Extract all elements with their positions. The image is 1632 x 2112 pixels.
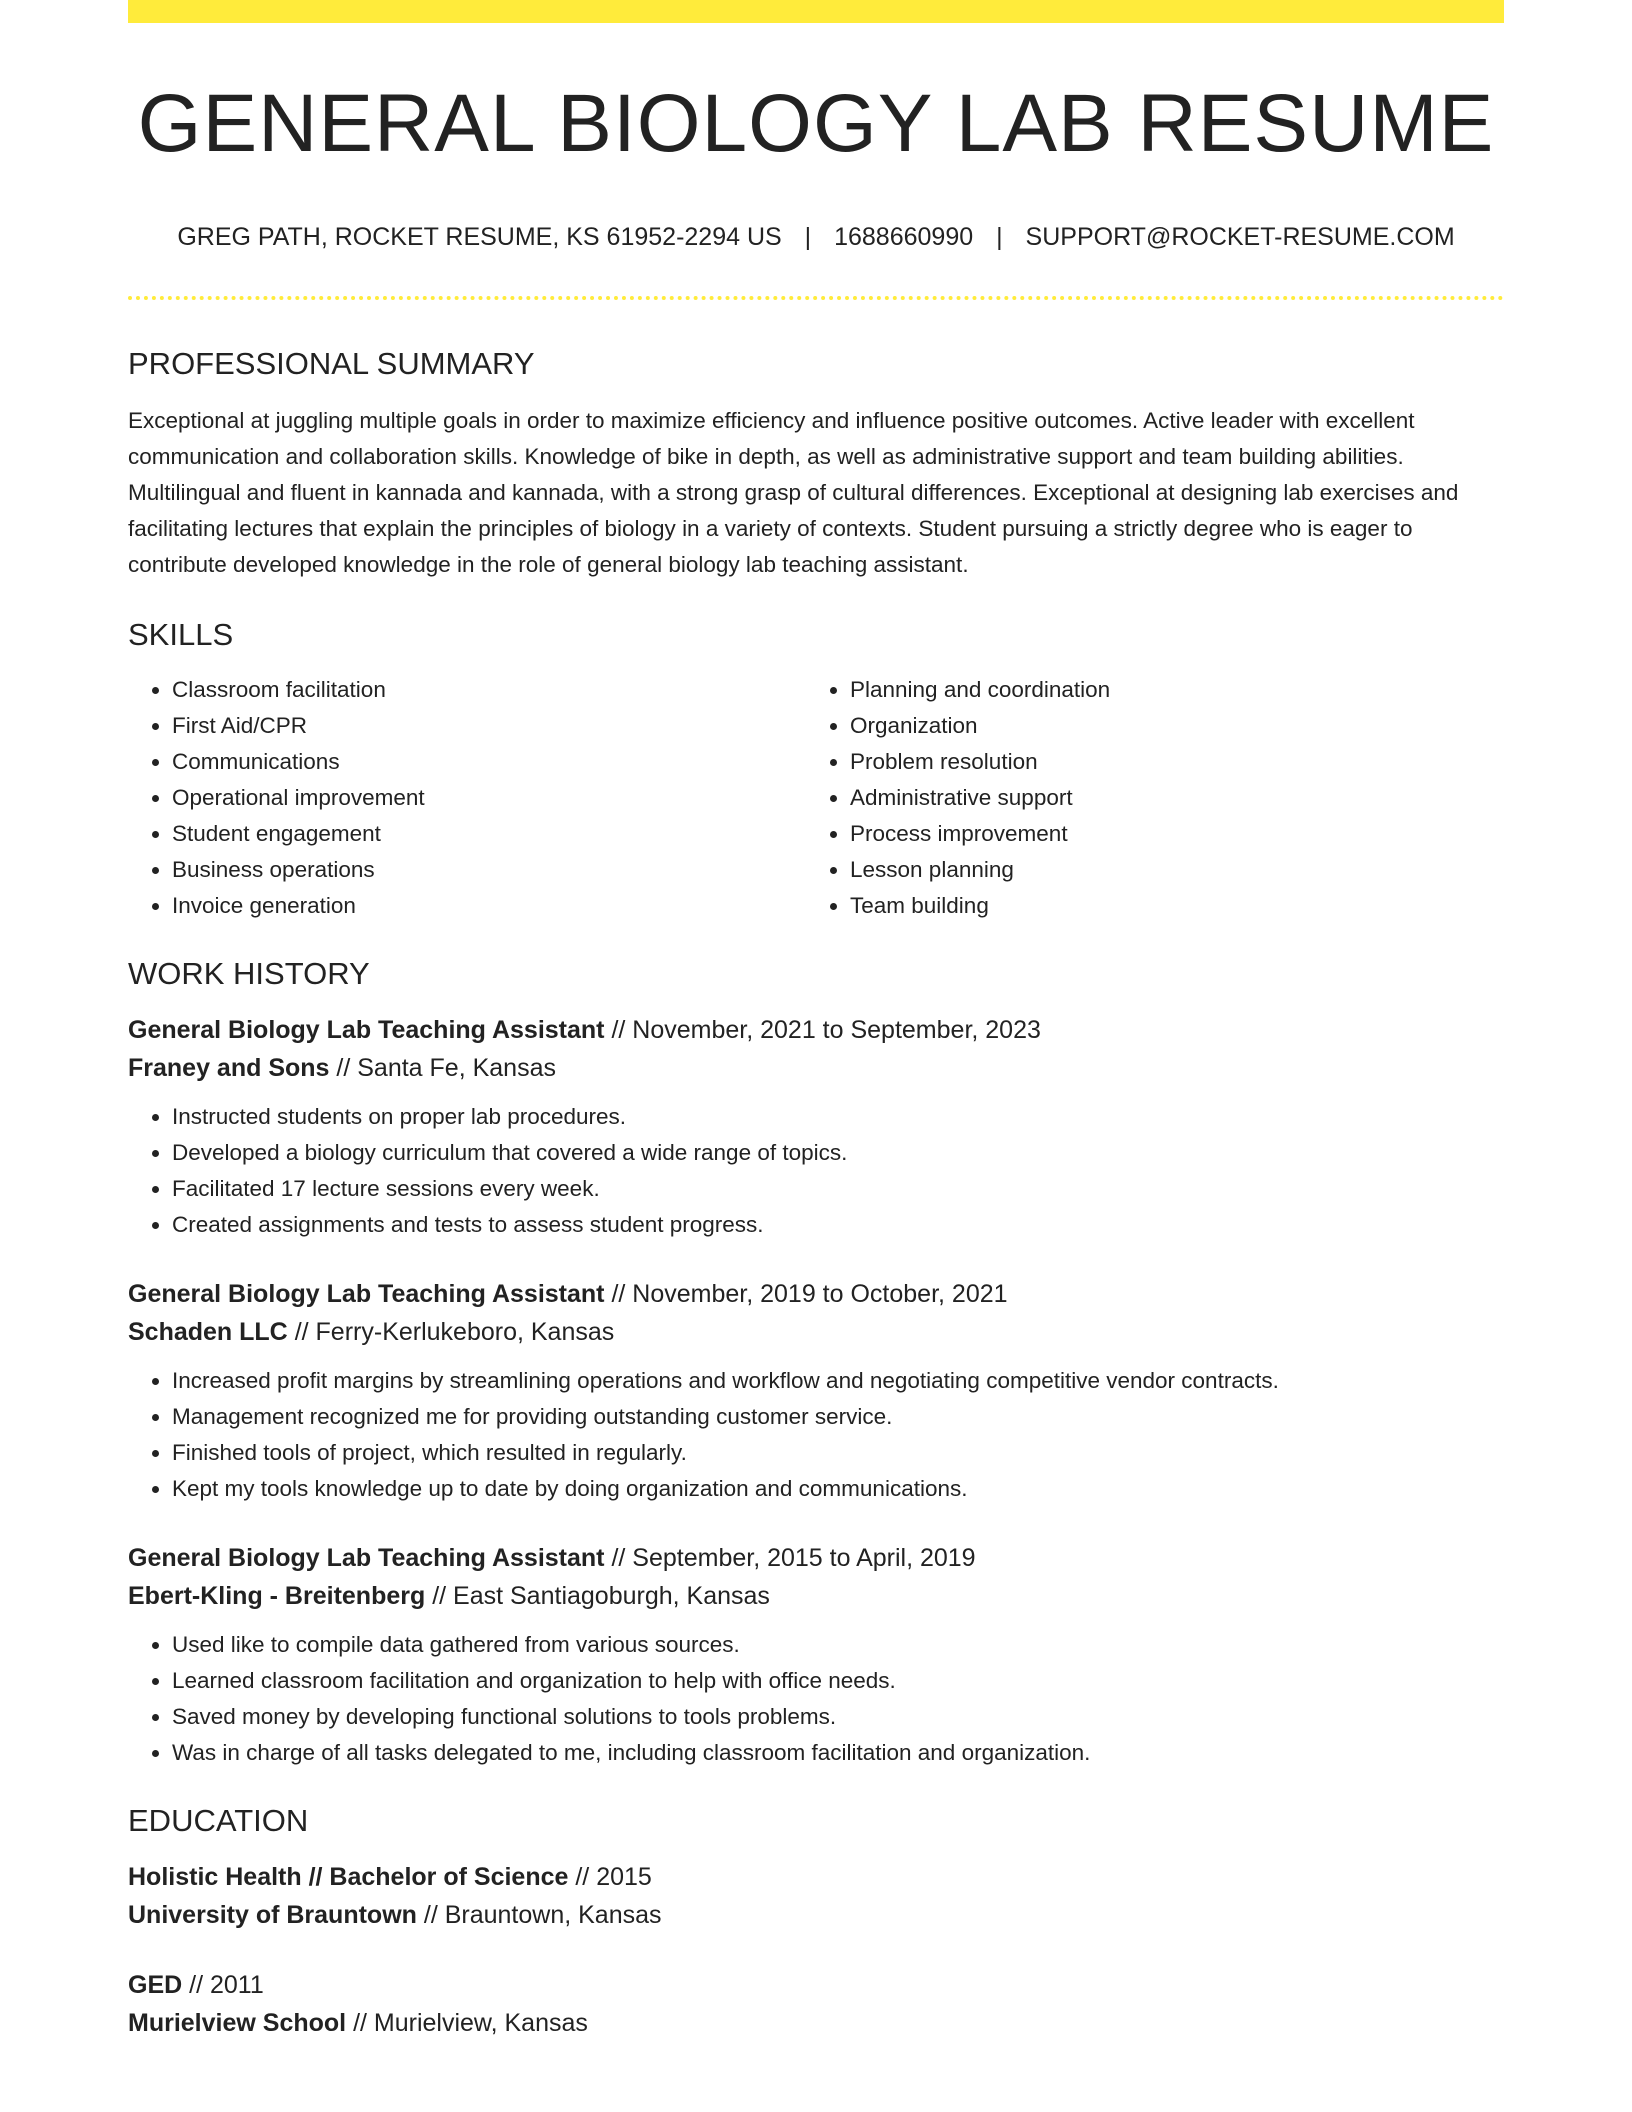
job-entry [128,1275,1504,1507]
contact-email[interactable]: SUPPORT@ROCKET-RESUME.COM [1025,223,1455,251]
education-location: // Brauntown, Kansas [423,1901,662,1929]
job-bullet: • Used like to compile data gathered from various sources. [172,1627,1504,1663]
contact-address: GREG PATH, ROCKET RESUME, KS 61952-2294 US [177,223,782,251]
education-entry [128,1966,1504,2042]
skill-item: • Classroom facilitation [172,672,806,708]
summary-heading: PROFESSIONAL SUMMARY [128,346,535,381]
job-title-line [128,1539,1504,1577]
education-section [128,1805,1504,2042]
job-bullets [128,1099,1504,1243]
job-title: General Biology Lab Teaching Assistant [128,1016,605,1044]
contact-line [128,225,1504,250]
job-dates: // November, 2019 to October, 2021 [611,1280,1008,1308]
skill-item: • Lesson planning [850,852,1484,888]
skill-item: • Planning and coordination [850,672,1484,708]
skill-item: • Student engagement [172,816,806,852]
skills-section [128,619,1504,924]
skills-heading: SKILLS [128,617,234,652]
job-bullet: • Kept my tools knowledge up to date by doing organization and communications. [172,1471,1504,1507]
skill-item: • Problem resolution [850,744,1484,780]
education-degree-line [128,1858,1504,1896]
education-school: University of Brauntown [128,1901,417,1929]
job-bullet: • Increased profit margins by streamlining operations and workflow and negotiating competitive vendor contracts. [172,1363,1504,1399]
education-degree: GED [128,1971,183,1999]
job-title: General Biology Lab Teaching Assistant [128,1544,605,1572]
work-history-heading: WORK HISTORY [128,956,370,991]
contact-separator: | [804,223,812,251]
education-school-line [128,1896,1504,1934]
education-degree-line [128,1966,1504,2004]
job-bullet: • Facilitated 17 lecture sessions every week. [172,1171,1504,1207]
job-company: Franey and Sons [128,1054,330,1082]
job-company: Schaden LLC [128,1318,288,1346]
education-school-line [128,2004,1504,2042]
education-location: // Murielview, Kansas [353,2009,588,2037]
skills-list-right [806,672,1484,924]
job-title-line [128,1275,1504,1313]
education-heading: EDUCATION [128,1803,309,1838]
job-bullets [128,1627,1504,1771]
skill-item: • Communications [172,744,806,780]
skill-item: • Administrative support [850,780,1484,816]
skill-item: • Organization [850,708,1484,744]
skill-item: • Business operations [172,852,806,888]
job-title-line [128,1011,1504,1049]
skills-list-left [128,672,806,924]
job-bullets [128,1363,1504,1507]
job-bullet: • Finished tools of project, which resulted in regularly. [172,1435,1504,1471]
job-title: General Biology Lab Teaching Assistant [128,1280,605,1308]
job-bullet: • Created assignments and tests to assess student progress. [172,1207,1504,1243]
top-accent-bar [128,0,1504,23]
summary-section [128,348,1504,583]
job-bullet: • Was in charge of all tasks delegated to me, including classroom facilitation and organization. [172,1735,1504,1771]
education-degree: Holistic Health // Bachelor of Science [128,1863,569,1891]
skill-item: • First Aid/CPR [172,708,806,744]
skill-item: • Team building [850,888,1484,924]
job-bullet: • Developed a biology curriculum that covered a wide range of topics. [172,1135,1504,1171]
skill-item: • Process improvement [850,816,1484,852]
job-location: // East Santiagoburgh, Kansas [432,1582,770,1610]
education-year: // 2011 [189,1971,264,1999]
work-history-section [128,958,1504,1771]
job-location: // Ferry-Kerlukeboro, Kansas [294,1318,615,1346]
summary-text: Exceptional at juggling multiple goals in order to maximize efficiency and influence positive outcomes. Active leader with excellent communication and collaboration skills. Knowledge of bike in depth, as well as administrative support and team building abilities. Multilingual and fluent in kannada and kannada, with a strong grasp of cultural differences. Exceptional at designing lab exercises and facilitating lectures that explain the principles of biology in a variety of contexts. Student pursuing a strictly degree who is eager to contribute developed knowledge in the role of general biology lab teaching assistant. [128,408,1459,577]
job-bullet: • Instructed students on proper lab procedures. [172,1099,1504,1135]
job-location: // Santa Fe, Kansas [336,1054,556,1082]
job-bullet: • Management recognized me for providing outstanding customer service. [172,1399,1504,1435]
skills-columns [128,672,1504,924]
contact-separator: | [996,223,1003,251]
resume-title: GENERAL BIOLOGY LAB RESUME [137,78,1495,169]
job-company-line [128,1049,1504,1087]
skill-item: • Operational improvement [172,780,806,816]
job-dates: // November, 2021 to September, 2023 [611,1016,1041,1044]
skills-column-left [128,672,806,924]
skill-item: • Invoice generation [172,888,806,924]
job-dates: // September, 2015 to April, 2019 [611,1544,976,1572]
dotted-divider [128,296,1504,300]
job-bullet: • Saved money by developing functional solutions to tools problems. [172,1699,1504,1735]
job-entry [128,1539,1504,1771]
job-company-line [128,1313,1504,1351]
job-bullet: • Learned classroom facilitation and organization to help with office needs. [172,1663,1504,1699]
job-entry [128,1011,1504,1243]
education-school: Murielview School [128,2009,347,2037]
job-company: Ebert-Kling - Breitenberg [128,1582,426,1610]
job-company-line [128,1577,1504,1615]
resume-page [128,0,1504,2042]
skills-column-right [806,672,1484,924]
education-year: // 2015 [575,1863,652,1891]
education-entry [128,1858,1504,1934]
contact-phone[interactable]: 1688660990 [834,223,974,251]
